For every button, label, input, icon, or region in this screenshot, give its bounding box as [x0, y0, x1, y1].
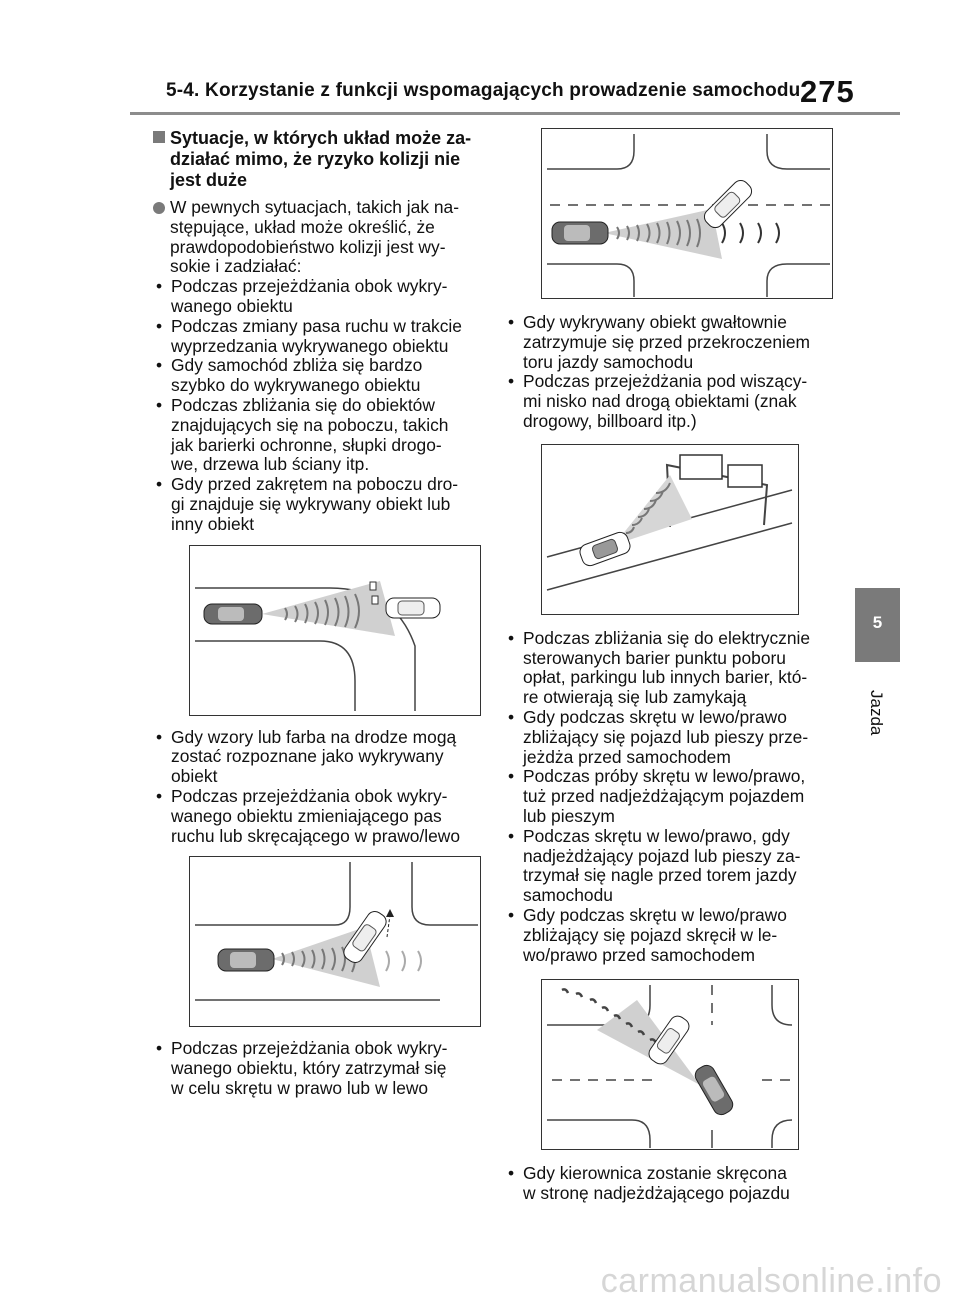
heading-line: Sytuacje, w których układ może za-	[170, 128, 472, 148]
watermark: carmanualsonline.info	[600, 1262, 942, 1300]
figure-sudden-stop-crossing	[541, 128, 833, 299]
list-item: • Gdy przed zakrętem na poboczu dro- gi znajduje się wykrywany obiekt lub inny obiekt	[156, 474, 459, 534]
list-item: • Podczas przejeżdżania obok wykry- wanego obiektu, który zatrzymał się w celu skrętu w prawo lub w lewo	[156, 1038, 448, 1098]
section-heading	[153, 128, 493, 191]
list-item: • Gdy samochód zbliża się bardzo szybko do wykrywanego obiektu	[156, 355, 423, 396]
list-item: • Gdy wykrywany obiekt gwałtownie zatrzymuje się przed przekroczeniem toru jazdy samochodu	[508, 312, 811, 372]
bullet-list	[153, 728, 493, 847]
bullet-list	[505, 1164, 845, 1204]
list-item: • Podczas przejeżdżania obok wykry- wanego obiektu zmieniającego pas ruchu lub skręcającego w prawo/lewo	[156, 785, 461, 846]
list-item: • Podczas przejeżdżania obok wykry- wanego obiektu	[156, 276, 448, 316]
heading-line: jest duże	[170, 170, 248, 190]
intro-paragraph	[153, 198, 493, 277]
intro-line: W pewnych sytuacjach, takich jak na-	[170, 197, 460, 217]
header-divider	[130, 112, 900, 115]
bullet-list	[505, 629, 845, 966]
page-section-title: 5-4. Korzystanie z funkcji wspomagających prowadzenie samochodu	[166, 80, 801, 101]
list-item: • Podczas zbliżania się do elektrycznie sterowanych barier punktu poboru opłat, parkingu lub innych barier, któ- re otwierają się lub zamykają	[508, 627, 811, 708]
list-item: • Podczas zbliżania się do obiektów znajdujących się na poboczu, takich jak barierki ochronne, słupki drogo- we, drzewa lub ściany itp.	[156, 394, 449, 475]
right-column	[505, 128, 845, 1204]
heading-line: działać mimo, że ryzyko kolizji nie	[170, 149, 461, 169]
intro-line: stępujące, układ może określić, że	[170, 216, 435, 237]
left-column	[153, 128, 493, 1099]
square-bullet-icon	[153, 131, 165, 143]
intro-line: sokie i zadziałać:	[170, 256, 302, 277]
circle-bullet-icon	[153, 202, 165, 214]
chapter-tab[interactable]: 5	[855, 588, 900, 662]
list-item: • Podczas przejeżdżania pod wiszący- mi nisko nad drogą obiektami (znak drogowy, billboard itp.)	[508, 371, 808, 431]
bullet-list	[153, 277, 493, 534]
list-item: • Gdy kierownica zostanie skręcona w stronę nadjeżdżającego pojazdu	[508, 1163, 790, 1204]
bullet-list	[153, 1039, 493, 1098]
list-item: • Gdy podczas skrętu w lewo/prawo zbliżający się pojazd lub pieszy prze- jeżdża przed samochodem	[508, 706, 809, 767]
list-item: • Gdy podczas skrętu w lewo/prawo zbliżający się pojazd skręcił w le- wo/prawo przed samochodem	[508, 904, 787, 965]
page-number: 275	[800, 74, 855, 109]
figure-turning-vehicle	[189, 856, 481, 1027]
bullet-list	[505, 313, 845, 432]
intro-line: prawdopodobieństwo kolizji jest wy-	[170, 236, 446, 257]
list-item: • Podczas skrętu w lewo/prawo, gdy nadjeżdżający pojazd lub pieszy za- trzymał się nagle przed torem jazdy samochodu	[508, 825, 801, 906]
list-item: • Gdy wzory lub farba na drodze mogą zostać rozpoznane jako wykrywany obiekt	[156, 726, 457, 787]
figure-overhead-sign	[541, 444, 799, 615]
figure-curve-roadside-object	[189, 545, 481, 716]
figure-turn-oncoming	[541, 979, 799, 1150]
chapter-label: Jazda	[867, 690, 886, 736]
list-item: • Podczas zmiany pasa ruchu w trakcie wyprzedzania wykrywanego obiektu	[156, 315, 462, 356]
list-item: • Podczas próby skrętu w lewo/prawo, tuż przed nadjeżdżającym pojazdem lub pieszym	[508, 766, 806, 826]
